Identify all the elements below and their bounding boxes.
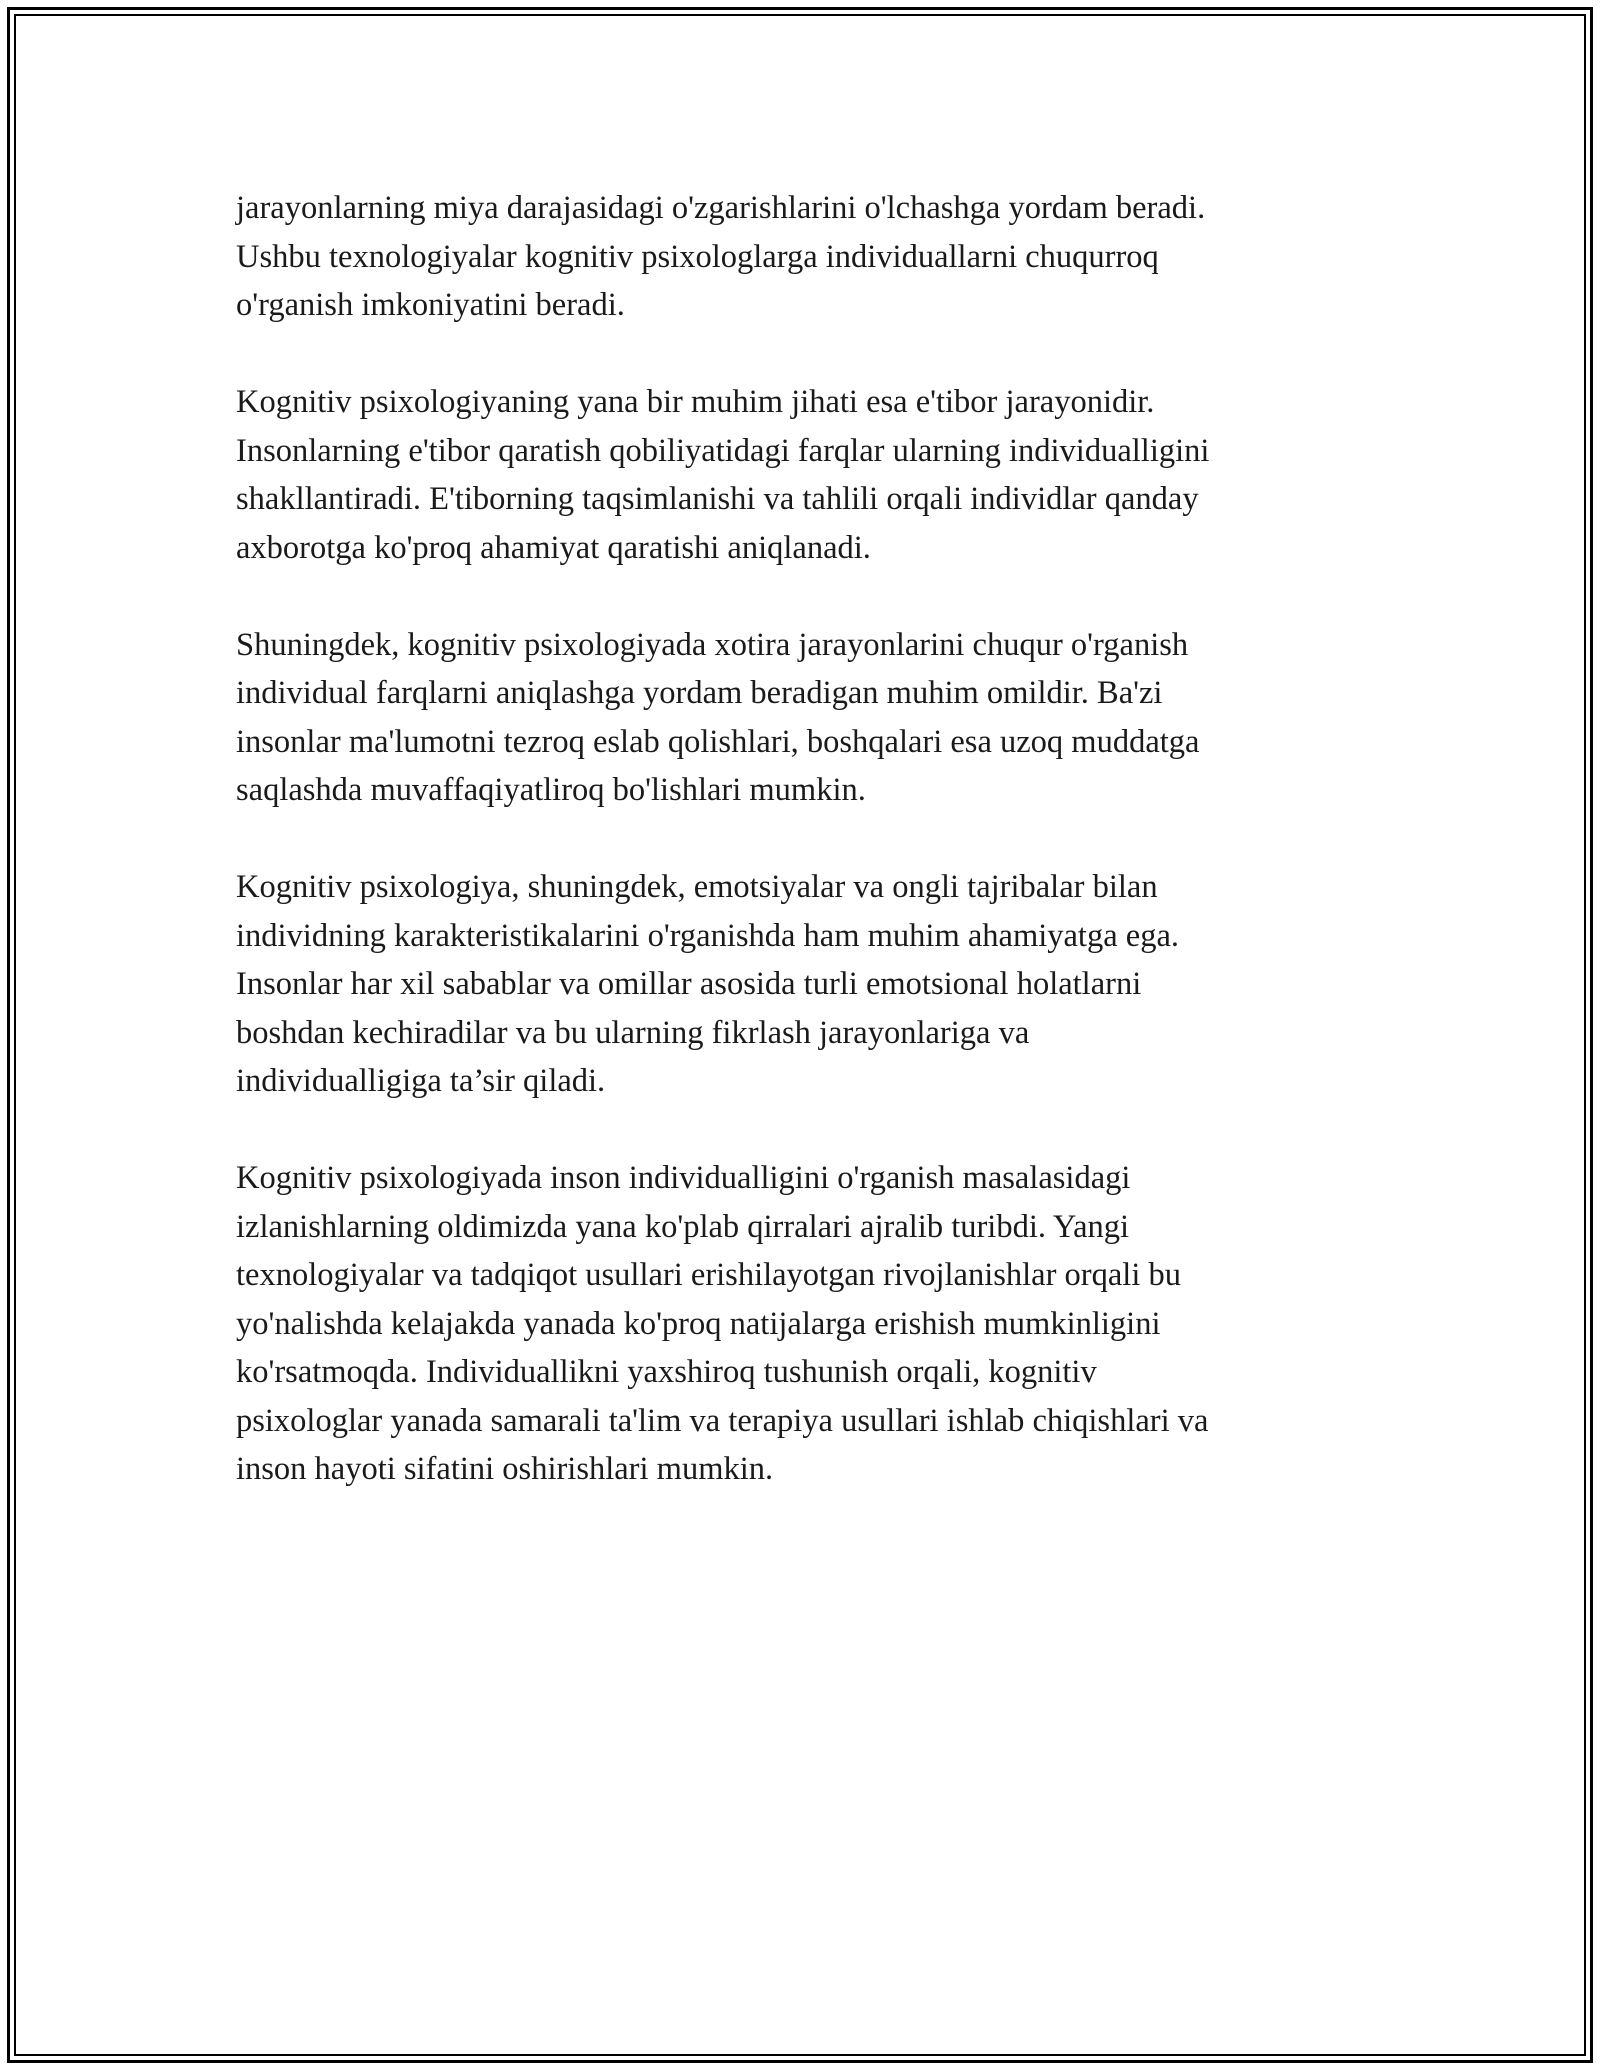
text-line: boshdan kechiradilar va bu ularning fikrlash jarayonlariga va <box>236 1014 1030 1051</box>
text-line: inson hayoti sifatini oshirishlari mumkin. <box>236 1451 774 1487</box>
text-line: texnologiyalar va tadqiqot usullari erishilayotgan rivojlanishlar orqali bu <box>236 1257 1181 1293</box>
text-line: psixologlar yanada samarali ta'lim va terapiya usullari ishlab chiqishlari va <box>236 1402 1209 1439</box>
text-line: ko'rsatmoqda. Individuallikni yaxshiroq tushunish orqali, kognitiv <box>236 1354 1097 1390</box>
text-line: individualligiga ta’sir qiladi. <box>236 1063 606 1099</box>
paragraph-1 <box>236 184 1386 330</box>
text-line: izlanishlarning oldimizda yana ko'plab qirralari ajralib turibdi. Yangi <box>236 1208 1130 1245</box>
document-body <box>236 184 1386 1542</box>
text-line: Shuningdek, kognitiv psixologiyada xotira jarayonlarini chuqur o'rganish <box>236 626 1189 663</box>
text-line: Insonlarning e'tibor qaratish qobiliyatidagi farqlar ularning individualligini <box>236 432 1210 469</box>
text-line: individning karakteristikalarini o'rganishda ham muhim ahamiyatga ega. <box>236 917 1179 954</box>
text-line: shakllantiradi. E'tiborning taqsimlanishi va tahlili orqali individlar qanday <box>236 481 1199 517</box>
paragraph-3 <box>236 621 1386 815</box>
text-line: Ushbu texnologiyalar kognitiv psixologlarga individuallarni chuqurroq <box>236 238 1159 275</box>
text-line: Kognitiv psixologiya, shuningdek, emotsiyalar va ongli tajribalar bilan <box>236 869 1158 905</box>
text-line: saqlashda muvaffaqiyatliroq bo'lishlari mumkin. <box>236 772 866 808</box>
text-line: Kognitiv psixologiyada inson individualligini o'rganish masalasidagi <box>236 1160 1131 1196</box>
paragraph-2 <box>236 378 1386 572</box>
text-line: Insonlar har xil sabablar va omillar asosida turli emotsional holatlarni <box>236 966 1142 1002</box>
paragraph-4 <box>236 863 1386 1106</box>
text-line: individual farqlarni aniqlashga yordam beradigan muhim omildir. Ba'zi <box>236 675 1163 711</box>
text-line: jarayonlarning miya darajasidagi o'zgarishlarini o'lchashga yordam beradi. <box>236 190 1206 226</box>
text-line: Kognitiv psixologiyaning yana bir muhim jihati esa e'tibor jarayonidir. <box>236 384 1155 420</box>
text-line: o'rganish imkoniyatini beradi. <box>236 287 625 323</box>
text-line: insonlar ma'lumotni tezroq eslab qolishlari, boshqalari esa uzoq muddatga <box>236 723 1200 760</box>
text-line: axborotga ko'proq ahamiyat qaratishi aniqlanadi. <box>236 529 871 566</box>
paragraph-5 <box>236 1154 1386 1494</box>
text-line: yo'nalishda kelajakda yanada ko'proq natijalarga erishish mumkinligini <box>236 1305 1161 1342</box>
